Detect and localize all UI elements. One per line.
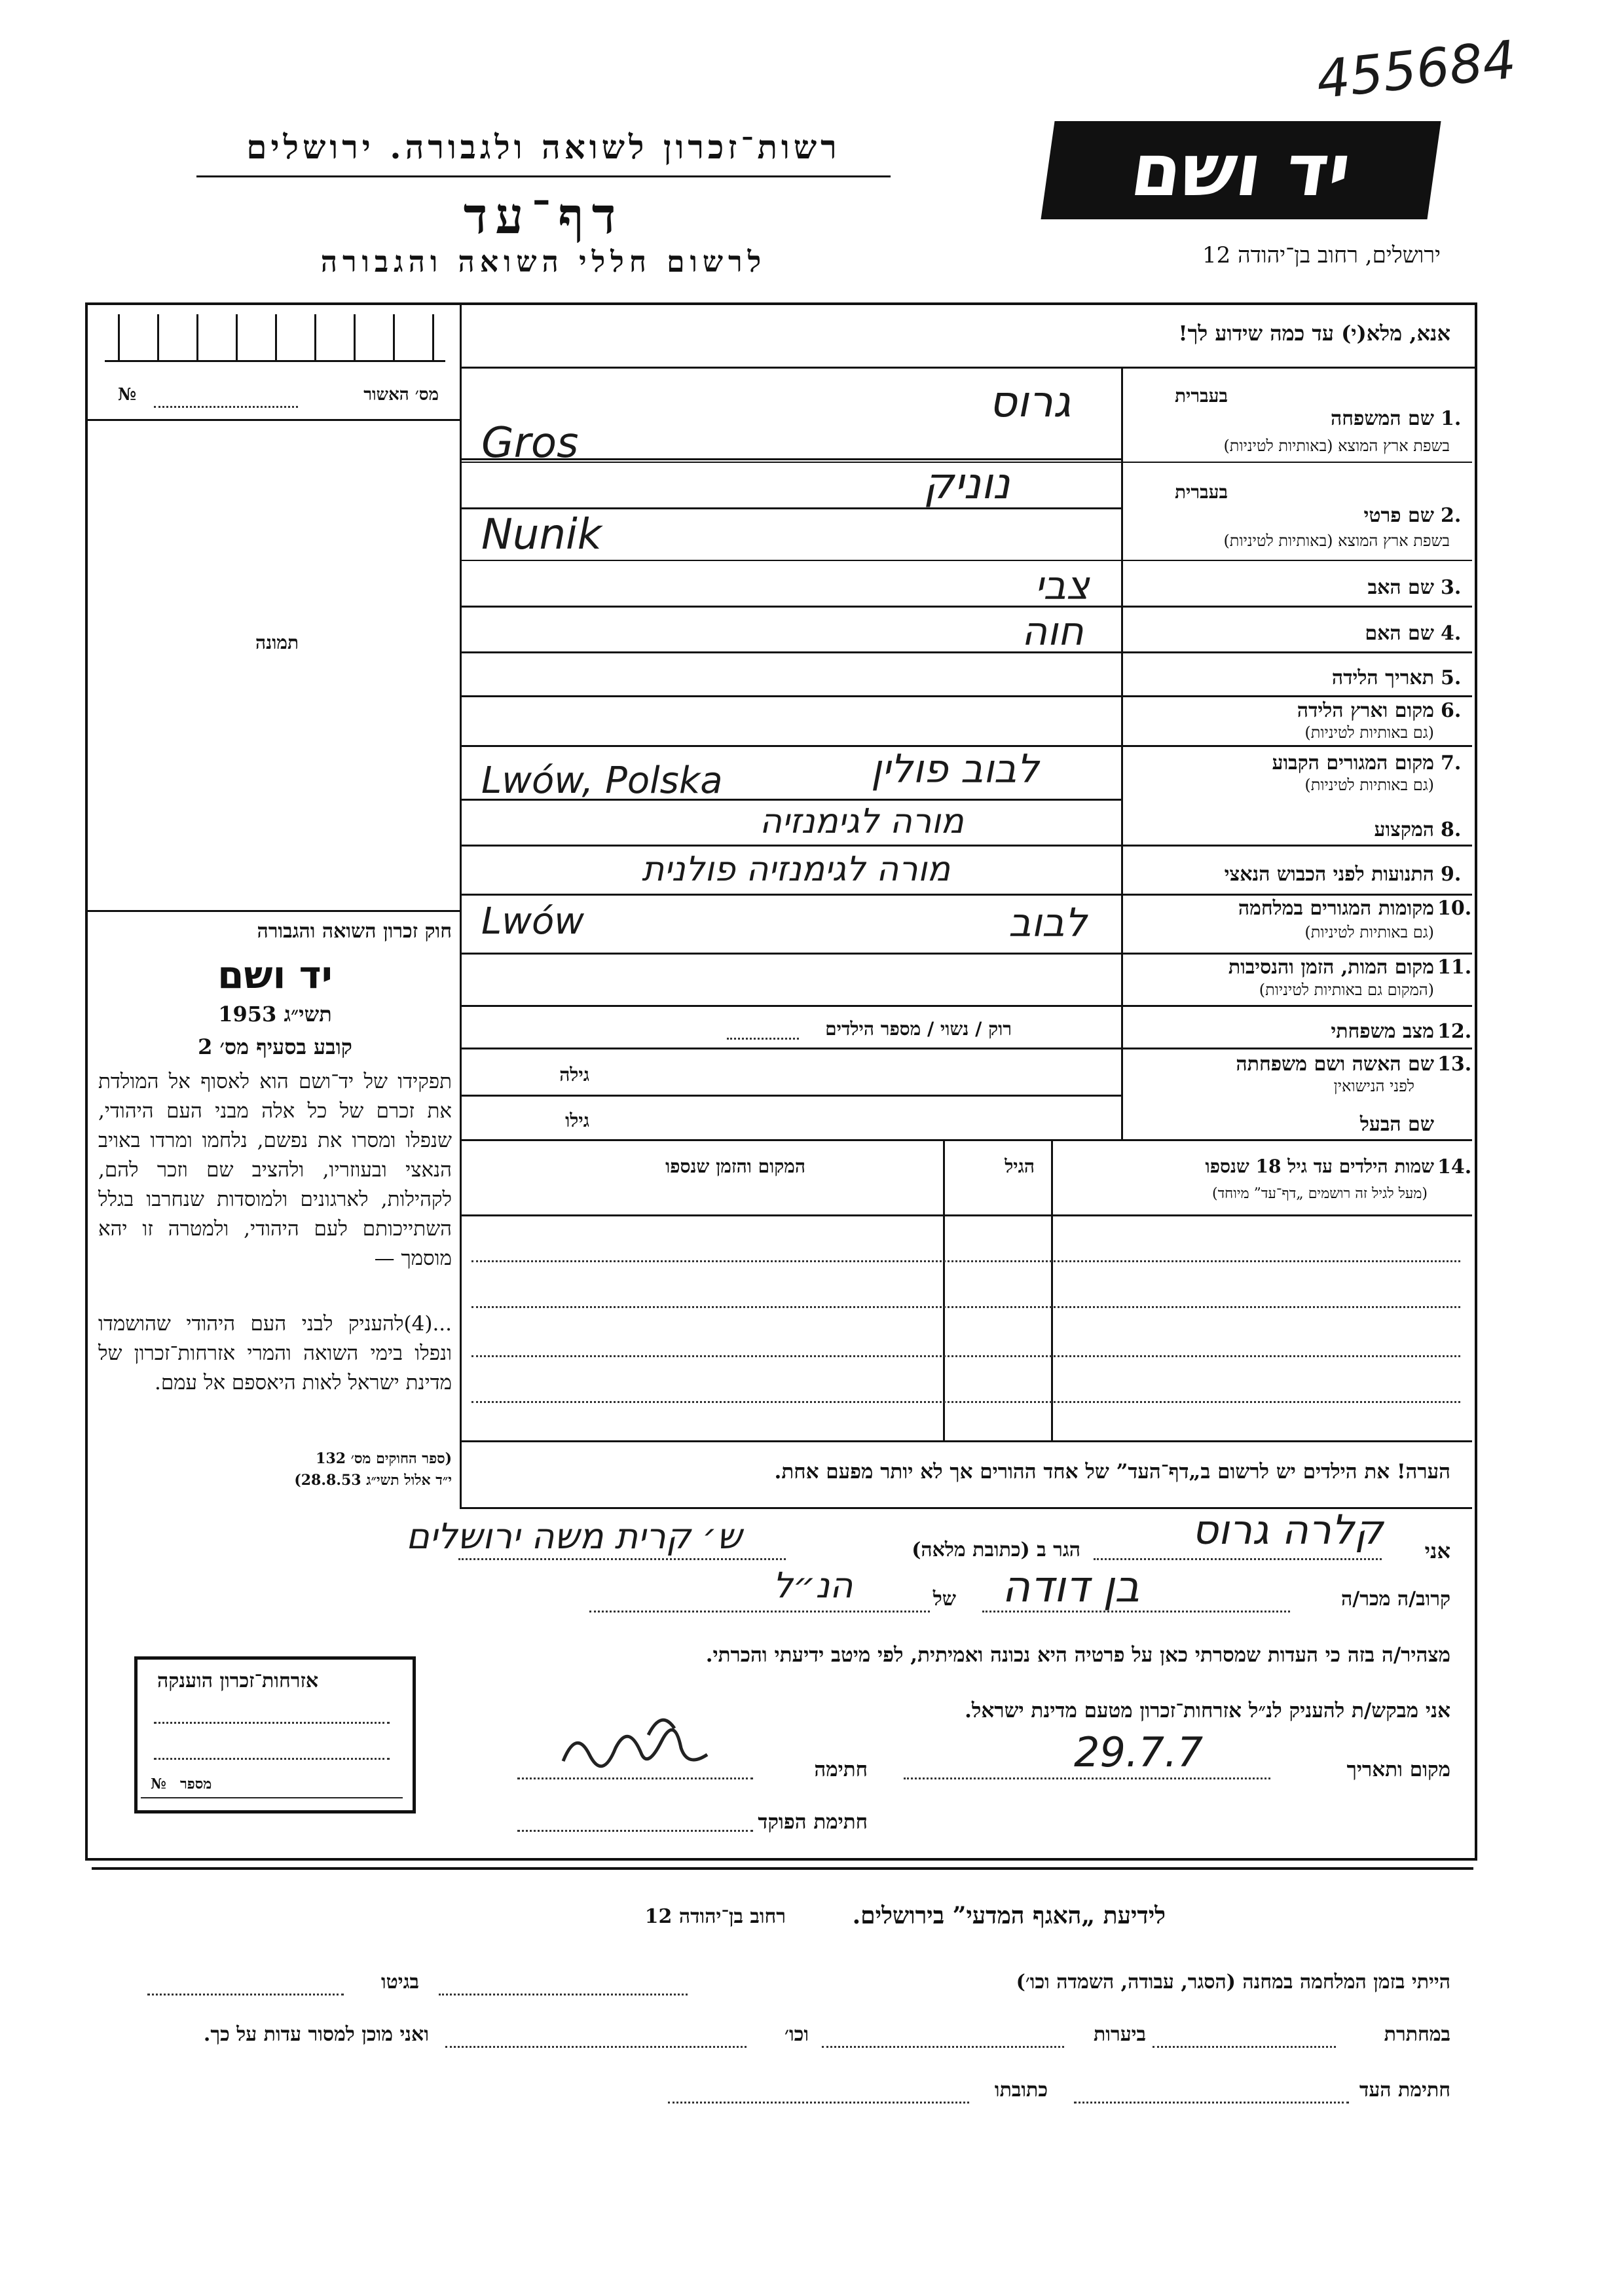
children-row [471,1355,1460,1357]
field-8-value: מורה לגימנזיה [760,802,964,841]
field-9-value: מורה לגימנזיה פולנית [642,850,951,889]
decl-i-label: אני [1424,1539,1450,1563]
approval-underline [85,419,460,421]
field-3-label: שם האב [1367,576,1434,599]
field-3-number: 3. [1441,576,1462,599]
field-6-number: 6. [1441,699,1462,722]
footer-line2-a: במחתרת [1384,2023,1450,2046]
children-header-age: הגיל [1005,1156,1035,1177]
field-8-label: המקצוע [1374,818,1434,841]
footer-line2-end: ואני מוכן למסור עדות על כך. [203,2023,429,2046]
children-header-names: שמות הילדים עד גיל 18 שנספו [1205,1156,1434,1177]
row-line [460,507,1121,509]
authority-name: רשות־זכרון לשואה ולגבורה. ירושלים [246,128,841,166]
row-line [460,695,1472,697]
field-7-value-latin: Lwów, Polska [481,759,723,802]
field-12-number: 12. [1437,1020,1472,1043]
law-text: תפקידו של יד־ושם הוא לאסוף אל המולדת את זכרם של כל אלה מבני העם היהודי, שנפלו ומסרו את נפשם, נלחמו ומרדו באויב הנאצי ובעוזריו, ולהציב שם וזכר להם, לקהילות, לארגונים ולמוסדות שנחרבו בגלל השתייכותם לעם היהודי, ולמטרה זו יהא מוסמך — [98,1070,452,1270]
row-line [460,1139,1472,1141]
form-subtitle: לרשום חללי השואה והגבורה [320,246,767,279]
citizenship-number-label: מספר [180,1776,212,1793]
archive-number: 455684 [1313,29,1519,111]
footer-line2-dots-c [445,2046,747,2048]
field-1-hebrew-tag: בעברית [1174,385,1228,407]
field-13-label: שם האשה ושם משפחתה [1236,1053,1434,1076]
form-title: דף־עד [463,187,624,245]
footer-line1-end: בגיטו [380,1971,419,1994]
decl-address-line [458,1558,786,1560]
field-7-number: 7. [1441,752,1462,774]
photo-label: תמונה [255,632,299,653]
decl-official-sig-label: חתימת הפוקד [758,1810,868,1834]
row-line [460,1048,1472,1049]
decl-address-value: ש׳ קרית משה ירושלים [406,1516,742,1557]
decl-relation-value: בן דודה [1002,1561,1140,1612]
children-table-bottom [460,1440,1472,1442]
field-2-hebrew-tag: בעברית [1174,481,1228,503]
decl-statement: מצהיר/ה בזה כי העדות שמסרתי כאן על פרטיה היא נכונה ואמיתית, לפי מיטב ידיעתי והכרתי. [705,1643,1450,1667]
field-10-number: 10. [1437,897,1472,920]
field-10-value-hebrew: לבוב [1008,900,1087,946]
row-line [460,651,1472,653]
field-11-label: מקום המות, הזמן והנסיבות [1228,956,1434,979]
footer-line3-dots-b [668,2102,969,2104]
field-11-note: (המקום גם באותיות לטיניות) [1259,981,1434,999]
law-title: חוק זכרון השואה והגבורה [257,920,452,943]
field-4-value: חוה [1022,609,1084,655]
approval-dots [154,406,298,408]
citizenship-number-underline [141,1797,403,1798]
field-10-label: מקומות המגורים במלחמה [1238,897,1434,920]
children-header-place: המקום והזמן שנספו [665,1156,805,1177]
footer-line1-dots [439,1994,688,1995]
address: ירושלים, רחוב בן־יהודה 12 [1202,242,1441,268]
logo-text: יד ושם [1126,128,1356,212]
decl-official-sig-line [517,1830,753,1832]
children-header-underline [460,1214,1472,1216]
decl-place-date-label: מקום ותאריך [1346,1758,1450,1781]
approval-no: № [118,385,137,405]
field-7-value-hebrew: לבוב פולין [871,746,1039,792]
row-line [460,606,1472,608]
footer-line3-b: כתובתו [994,2079,1048,2102]
field-10-note: (גם באותיות לטיניות) [1304,923,1434,941]
children-row [471,1306,1460,1308]
footer-line1-dots-end [147,1994,344,1995]
field-11-number: 11. [1437,956,1472,979]
footer-line2-dots-a [1153,2046,1336,2048]
field-7-label: מקום המגורים הקבוע [1272,752,1434,774]
decl-of-value: הנ״ל [773,1565,853,1606]
law-reference-date: י״ד אלול תשי״ג 28.8.53) [294,1472,452,1489]
row-line [460,1095,1121,1097]
wife-age-label: גילה [559,1064,589,1085]
law-name: יד ושם [217,953,333,997]
field-10-value-latin: Lwów [481,900,585,943]
field-7-note: (גם באותיות לטיניות) [1304,776,1434,794]
decl-request: אני מבקש/ת להעניק לנ״ל אזרחות־זכרון מטעם מדינת ישראל. [965,1699,1450,1722]
footer-line1: הייתי בזמן המלחמה במחנה (הסגר, עבודה, השמדה וכו׳) [1016,1971,1450,1994]
field-1-value-latin: Gros [481,419,579,467]
field-12-options: רוק / נשוי / מספר הילדים [825,1018,1012,1040]
approval-label: מס׳ האשור [363,385,439,405]
footer-title: לידיעת „האגף המדעי” בירושלים. [852,1902,1166,1929]
citizenship-title: אזרחות־זכרון הוענקה [157,1669,319,1692]
law-year: תשי״ג 1953 [218,1002,332,1027]
children-row [471,1260,1460,1262]
field-1-note: בשפת ארץ המוצא (באותיות לטיניות) [1223,437,1450,455]
children-col-divider [943,1139,945,1440]
husband-label: שם הבעל [1359,1113,1434,1136]
footer-line3-a: חתימת העד [1359,2079,1450,2102]
footer-address: רחוב בן־יהודה 12 [644,1905,786,1928]
field-1-value-hebrew: גרוס [989,376,1071,427]
law-clause: קובע בסעיף מס׳ 2 [198,1034,352,1059]
authority-underline [196,175,891,177]
decl-place-date-value: 29.7.7 [1074,1728,1204,1776]
row-line [460,845,1472,847]
decl-resident-label: הגר ב (כתובת מלאה) [912,1539,1080,1561]
field-1-number: 1. [1441,407,1462,430]
label-column-divider [1121,367,1123,1139]
row-line [460,894,1472,896]
decl-name-value: קלרה גרוס [1192,1506,1384,1554]
field-2-value-latin: Nunik [481,511,602,559]
children-row [471,1401,1460,1403]
field-2-note: בשפת ארץ המוצא (באותיות לטיניות) [1223,532,1450,550]
field-6-label: מקום וארץ הלידה [1297,699,1434,722]
field-12-dots [727,1038,799,1040]
decl-name-line [1094,1558,1382,1560]
field-12-label: מצב משפחתי [1331,1020,1434,1043]
field-4-label: שם האם [1365,622,1434,645]
field-2-value-hebrew: נוניק [923,458,1010,509]
field-2-number: 2. [1441,504,1462,527]
field-4-number: 4. [1441,622,1462,645]
decl-of-label: של [932,1588,956,1611]
field-6-note: (גם באותיות לטיניות) [1304,723,1434,742]
husband-age-label: גילו [565,1110,589,1131]
footer-separator [92,1867,1473,1870]
field-5-number: 5. [1441,666,1462,689]
field-5-label: תאריך הלידה [1331,666,1434,689]
field-13-number: 13. [1437,1053,1472,1076]
remark: הערה! את הילדים יש לרשום ב„דף־העד” של אחד ההורים אך לא יותר מפעם אחת. [774,1460,1450,1484]
law-text-clause-4: ...(4)להעניק לבני העם היהודי שהושמדו ונפלו בימי השואה והמרי אזרחות־זכרון של מדינת ישראל לאות היאספם אל עמם. [98,1312,452,1394]
decl-signature-label: חתימה [814,1758,868,1781]
footer-line2-dots-b [822,2046,1064,2048]
decl-place-date-line [904,1777,1270,1779]
citizenship-line [154,1758,390,1760]
footer-line2-c: וכו׳ [784,2023,809,2046]
decl-of-line [589,1611,930,1613]
field-2-label: שם פרטי [1363,504,1434,527]
decl-relative-label: קרוב/ה מכר/ה [1341,1588,1450,1611]
approval-boxes [105,314,445,362]
row-line [460,1005,1472,1007]
law-reference: (ספר החוקים מס׳ 132 [316,1450,452,1467]
left-column-divider [460,302,462,1508]
yad-vashem-logo [1041,121,1441,219]
field-3-value: צבי [1035,563,1090,609]
citizenship-no: № [151,1776,166,1793]
handwritten-signature [550,1709,733,1781]
children-header-note: (מעל לגיל זה רושמים „דף־עד” מיוחד) [1212,1186,1428,1202]
children-number: 14. [1437,1156,1472,1178]
field-1-label: שם המשפחה [1330,407,1434,430]
row-line [460,953,1472,955]
row-line [460,560,1472,561]
notice-underline [460,367,1475,369]
field-13-note: לפני הנישואין [1333,1077,1414,1095]
fill-notice: אנא, מלא(י) עד כמה שידוע לך! [1178,321,1450,346]
children-col-divider [1051,1139,1053,1440]
photo-box-bottom [85,910,460,912]
citizenship-line [154,1722,390,1724]
footer-line2-b: ביערות [1093,2023,1146,2046]
footer-line3-dots-a [1074,2102,1349,2104]
field-9-label: התנועות לפני הכבוש הנאצי [1224,863,1434,886]
field-9-number: 9. [1441,863,1462,886]
field-8-number: 8. [1441,818,1462,841]
